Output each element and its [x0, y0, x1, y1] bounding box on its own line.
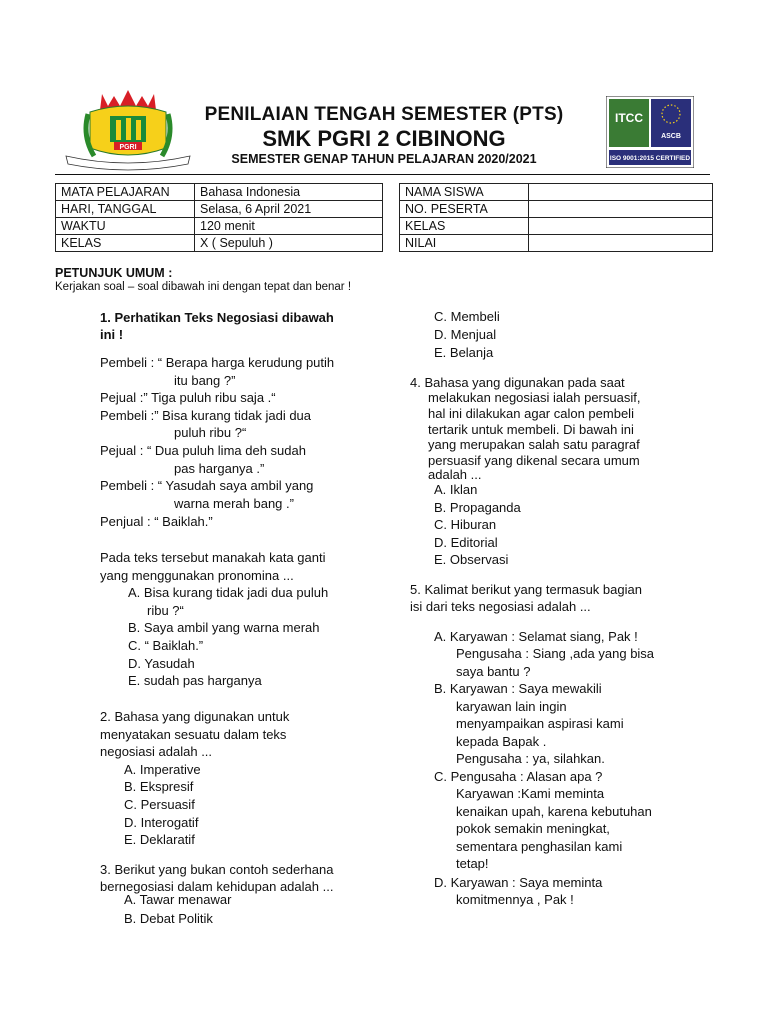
table-row [56, 235, 383, 252]
answer-option-line: kepada Bapak . [456, 734, 547, 749]
answer-option-line: Karyawan :Kami meminta [456, 786, 605, 801]
answer-option-line: karyawan lain ingin [456, 699, 567, 714]
student-label: KELAS [400, 218, 529, 235]
q1-question: Pada teks tersebut manakah kata ganti [100, 550, 326, 565]
q4-question: yang merupakan salah satu paragraf [428, 437, 640, 452]
q3-question: 3. Berikut yang bukan contoh sederhana [100, 862, 334, 877]
dialog-line: Pembeli : “ Berapa harga kerudung putih [100, 355, 335, 370]
answer-option[interactable]: A. Karyawan : Selamat siang, Pak ! [434, 629, 638, 644]
table-row [400, 218, 713, 235]
info-label: HARI, TANGGAL [56, 201, 195, 218]
answer-option[interactable]: C. Membeli [434, 309, 500, 324]
answer-option-line: Pengusaha : ya, silahkan. [456, 751, 605, 766]
table-row [56, 184, 383, 201]
iso-cert-text: ISO 9001:2015 CERTIFIED [609, 155, 691, 162]
table-row [400, 235, 713, 252]
dialog-line: warna merah bang .” [174, 496, 294, 511]
answer-option[interactable]: D. Editorial [434, 535, 498, 550]
table-row [400, 184, 713, 201]
answer-option[interactable]: D. Karyawan : Saya meminta [434, 875, 603, 890]
answer-option-line: menyampaikan aspirasi kami [456, 716, 624, 731]
answer-option-line: sementara penghasilan kami [456, 839, 623, 854]
dialog-line: Pejual :” Tiga puluh ribu saja .“ [100, 390, 276, 405]
table-row [400, 201, 713, 218]
q4-question: adalah ... [428, 467, 482, 482]
answer-option-line: pokok semakin meningkat, [456, 821, 610, 836]
q4-question: melakukan negosiasi ialah persuasif, [428, 390, 641, 405]
answer-option[interactable]: A. Tawar menawar [124, 892, 232, 907]
answer-option[interactable]: D. Interogatif [124, 815, 199, 830]
info-value: X ( Sepuluh ) [195, 235, 383, 252]
answer-option[interactable]: ribu ?“ [147, 603, 184, 618]
score-field[interactable] [529, 235, 713, 252]
semester-title: SEMESTER GENAP TAHUN PELAJARAN 2020/2021 [231, 152, 537, 166]
q2-question: negosiasi adalah ... [100, 744, 213, 759]
answer-option[interactable]: E. Deklaratif [124, 832, 195, 847]
info-value: 120 menit [195, 218, 383, 235]
student-label: NILAI [400, 235, 529, 252]
answer-option[interactable]: E. sudah pas harganya [128, 673, 262, 688]
student-info-table [399, 183, 713, 252]
q1-title: 1. Perhatikan Teks Negosiasi dibawah [100, 310, 334, 325]
exam-info-table [55, 183, 383, 252]
student-label: NAMA SISWA [400, 184, 529, 201]
q4-question: persuasif yang dikenal secara umum [428, 453, 640, 468]
table-row [56, 201, 383, 218]
q4-question: 4. Bahasa yang digunakan pada saat [410, 375, 625, 390]
info-value: Selasa, 6 April 2021 [195, 201, 383, 218]
header-divider [55, 174, 710, 175]
dialog-line: Pejual : “ Dua puluh lima deh sudah [100, 443, 306, 458]
table-row [56, 218, 383, 235]
participant-number-field[interactable] [529, 201, 713, 218]
dialog-line: itu bang ?” [174, 373, 236, 388]
q5-question: 5. Kalimat berikut yang termasuk bagian [410, 582, 642, 597]
answer-option[interactable]: E. Observasi [434, 552, 509, 567]
info-label: WAKTU [56, 218, 195, 235]
answer-option[interactable]: B. Ekspresif [124, 779, 194, 794]
student-label: NO. PESERTA [400, 201, 529, 218]
answer-option[interactable]: A. Iklan [434, 482, 478, 497]
answer-option[interactable]: D. Yasudah [128, 656, 195, 671]
answer-option[interactable]: A. Imperative [124, 762, 201, 777]
answer-option[interactable]: C. Hiburan [434, 517, 497, 532]
answer-option[interactable]: A. Bisa kurang tidak jadi dua puluh [128, 585, 329, 600]
info-label: MATA PELAJARAN [56, 184, 195, 201]
answer-option-line: saya bantu ? [456, 664, 531, 679]
ascb-logo-text: ASCB [661, 133, 681, 140]
school-name: SMK PGRI 2 CIBINONG [262, 126, 506, 151]
dialog-line: Pembeli :” Bisa kurang tidak jadi dua [100, 408, 312, 423]
answer-option[interactable]: D. Menjual [434, 327, 497, 342]
class-field[interactable] [529, 218, 713, 235]
q1-question: yang menggunakan pronomina ... [100, 568, 294, 583]
dialog-line: Penjual : “ Baiklah.” [100, 514, 213, 529]
exam-title: PENILAIAN TENGAH SEMESTER (PTS) [204, 104, 564, 125]
q3-question: bernegosiasi dalam kehidupan adalah ... [100, 879, 334, 894]
q2-question: menyatakan sesuatu dalam teks [100, 727, 287, 742]
answer-option[interactable]: C. “ Baiklah.” [128, 638, 204, 653]
answer-option-line: komitmennya , Pak ! [456, 892, 574, 907]
answer-option[interactable]: C. Persuasif [124, 797, 195, 812]
q1-title: ini ! [100, 327, 124, 342]
answer-option[interactable]: B. Debat Politik [124, 911, 213, 926]
dialog-line: Pembeli : “ Yasudah saya ambil yang [100, 478, 314, 493]
answer-option[interactable]: C. Pengusaha : Alasan apa ? [434, 769, 603, 784]
instructions-text: Kerjakan soal – soal dibawah ini dengan tepat dan benar ! [55, 281, 352, 293]
instructions-title: PETUNJUK UMUM : [55, 266, 173, 280]
q2-question: 2. Bahasa yang digunakan untuk [100, 709, 290, 724]
answer-option-line: kenaikan upah, karena kebutuhan [456, 804, 652, 819]
dialog-line: pas harganya .” [174, 461, 265, 476]
answer-option[interactable]: E. Belanja [434, 345, 494, 360]
itcc-logo-text: ITCC [615, 111, 643, 125]
info-label: KELAS [56, 235, 195, 252]
student-name-field[interactable] [529, 184, 713, 201]
pgri-logo-text: PGRI [119, 144, 137, 151]
q5-question: isi dari teks negosiasi adalah ... [410, 599, 591, 614]
answer-option-line: tetap! [456, 856, 489, 871]
iso-certification-logo [606, 96, 694, 168]
q4-question: tertarik untuk membeli. Di bawah ini [428, 422, 634, 437]
answer-option[interactable]: B. Karyawan : Saya mewakili [434, 681, 602, 696]
q4-question: hal ini dilakukan agar calon pembeli [428, 406, 634, 421]
dialog-line: puluh ribu ?“ [174, 425, 247, 440]
answer-option[interactable]: B. Saya ambil yang warna merah [128, 620, 320, 635]
answer-option[interactable]: B. Propaganda [434, 500, 521, 515]
answer-option-line: Pengusaha : Siang ,ada yang bisa [456, 646, 655, 661]
info-value: Bahasa Indonesia [195, 184, 383, 201]
